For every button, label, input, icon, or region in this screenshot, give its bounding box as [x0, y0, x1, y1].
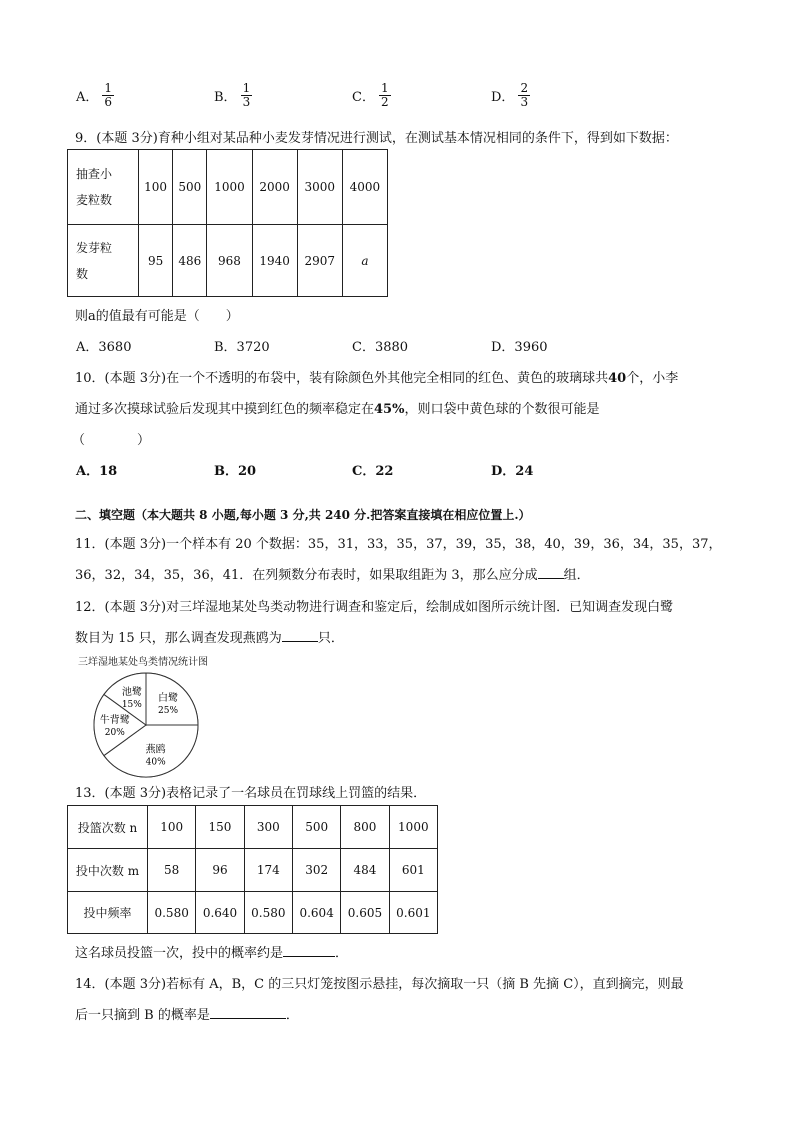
q10-option-a: A．18 — [76, 464, 118, 479]
pie-slice-label: 40% — [145, 757, 166, 768]
q9-option-b: B．3720 — [214, 340, 270, 355]
table-cell: 4000 — [342, 150, 387, 225]
table-cell: 500 — [173, 150, 207, 225]
q9-option-c: C．3880 — [352, 340, 409, 355]
table-cell: a — [342, 225, 387, 297]
numerator: 1 — [242, 81, 251, 95]
table-cell: 800 — [341, 806, 389, 849]
q13-table — [67, 805, 438, 934]
denominator: 6 — [104, 95, 113, 109]
numerator: 1 — [104, 81, 113, 95]
q11-line1: 11．(本题 3分)一个样本有 20 个数据：35，31，33，35，37，39，35，38，40，39，36，34，35，37， — [75, 537, 722, 552]
table-cell: 500 — [292, 806, 340, 849]
q12-line2: 数目为 15 只，那么调查发现燕鸥为 只． — [75, 631, 344, 646]
table-cell: 100 — [148, 806, 196, 849]
q9-table — [67, 149, 388, 297]
section-title: 二、填空题（本大题共 8 小题,每小题 3 分,共 240 分.把答案直接填在相应位置上.） — [75, 508, 531, 522]
q13-stem: 13．(本题 3分)表格记录了一名球员在罚球线上罚篮的结果． — [75, 786, 427, 801]
numerator: 2 — [520, 81, 529, 95]
fraction — [518, 82, 530, 109]
q13-question: 这名球员投篮一次，投中的概率约是 ． — [75, 946, 349, 961]
q9-option-a: A．3680 — [76, 340, 132, 355]
table-cell: 96 — [196, 849, 244, 892]
table-cell: 968 — [207, 225, 252, 297]
chart-title: 三垟湿地某处鸟类情况统计图 — [78, 657, 208, 668]
answer-blank[interactable] — [538, 566, 564, 579]
table-cell: 300 — [244, 806, 292, 849]
answer-blank[interactable] — [210, 1006, 286, 1019]
q13-row-header: 投篮次数 n — [68, 806, 148, 849]
q10-option-b: B．20 — [214, 464, 257, 479]
pie-slice-label: 25% — [158, 705, 179, 716]
table-cell: 601 — [389, 849, 437, 892]
q14-line2: 后一只摘到 B 的概率是 ． — [75, 1008, 299, 1023]
q11-line2: 36，32，34，35，36，41．在列频数分布表时，如果取组距为 3，那么应分成 组． — [75, 568, 590, 583]
table-cell: 0.605 — [341, 892, 389, 934]
denominator: 3 — [520, 95, 529, 109]
q10-option-c: C．22 — [352, 464, 394, 479]
table-cell: 302 — [292, 849, 340, 892]
denominator: 3 — [242, 95, 251, 109]
numerator: 1 — [380, 81, 389, 95]
q8-option-c — [352, 82, 391, 109]
q9-row1-header: 抽查小 麦粒数 — [68, 150, 139, 225]
table-cell: 1000 — [389, 806, 437, 849]
q8-option-b — [214, 82, 252, 109]
table-cell: 0.640 — [196, 892, 244, 934]
fraction — [241, 82, 253, 109]
table-cell: 150 — [196, 806, 244, 849]
table-cell: 484 — [341, 849, 389, 892]
q9-question: 则a的值最有可能是（ ） — [75, 309, 239, 324]
pie-slice-label: 15% — [121, 700, 142, 711]
pie-slice-label: 20% — [104, 728, 125, 738]
table-cell: 0.604 — [292, 892, 340, 934]
table-cell: 0.601 — [389, 892, 437, 934]
answer-blank[interactable] — [283, 944, 335, 957]
q12-line1: 12．(本题 3分)对三垟湿地某处鸟类动物进行调查和鉴定后，绘制成如图所示统计图．已知调查发现白鹭 — [75, 600, 674, 615]
q10-line2: 通过多次摸球试验后发现其中摸到红色的频率稳定在45%，则口袋中黄色球的个数很可能是 — [75, 402, 600, 417]
table-cell: 0.580 — [148, 892, 196, 934]
q10-option-d: D．24 — [491, 464, 534, 479]
q13-row-header: 投中次数 m — [68, 849, 148, 892]
pie-slice-name: 白鹭 — [158, 692, 179, 704]
table-cell: 0.580 — [244, 892, 292, 934]
denominator: 2 — [380, 95, 389, 109]
pie-slice-name: 池鹭 — [121, 687, 142, 699]
table-cell: 1940 — [252, 225, 297, 297]
q8-option-a — [76, 82, 114, 109]
q13-row-header: 投中频率 — [68, 892, 148, 934]
option-label: A． — [76, 90, 99, 105]
table-cell: 174 — [244, 849, 292, 892]
q14-line1: 14．(本题 3分)若标有 A，B，C 的三只灯笼按图示悬挂，每次摘取一只（摘 B 先摘 C），直到摘完，则最 — [75, 977, 684, 992]
pie-slice-name: 燕鸥 — [145, 744, 166, 756]
fraction — [102, 82, 114, 109]
table-cell: 58 — [148, 849, 196, 892]
table-cell: 1000 — [207, 150, 252, 225]
table-cell: 2907 — [297, 225, 342, 297]
pie-slice-name: 牛背鹭 — [99, 715, 130, 726]
q10-line3: （ ） — [72, 433, 151, 448]
q10-line1: 10．(本题 3分)在一个不透明的布袋中，装有除颜色外其他完全相同的红色、黄色的玻璃球共40个，小李 — [75, 371, 679, 386]
table-cell: 3000 — [297, 150, 342, 225]
table-cell: 100 — [139, 150, 173, 225]
option-label: C． — [352, 90, 375, 105]
table-cell: 486 — [173, 225, 207, 297]
answer-blank[interactable] — [282, 629, 318, 642]
option-label: D． — [491, 90, 515, 105]
q8-option-d — [491, 82, 530, 109]
fraction — [379, 82, 391, 109]
table-cell: 2000 — [252, 150, 297, 225]
pie-chart — [88, 668, 208, 788]
q9-option-d: D．3960 — [491, 340, 548, 355]
option-label: B． — [214, 90, 237, 105]
table-cell: 95 — [139, 225, 173, 297]
q9-row2-header: 发芽粒 数 — [68, 225, 139, 297]
q9-stem: 9．(本题 3分)育种小组对某品种小麦发芽情况进行测试，在测试基本情况相同的条件下，得到如下数据： — [75, 131, 678, 146]
